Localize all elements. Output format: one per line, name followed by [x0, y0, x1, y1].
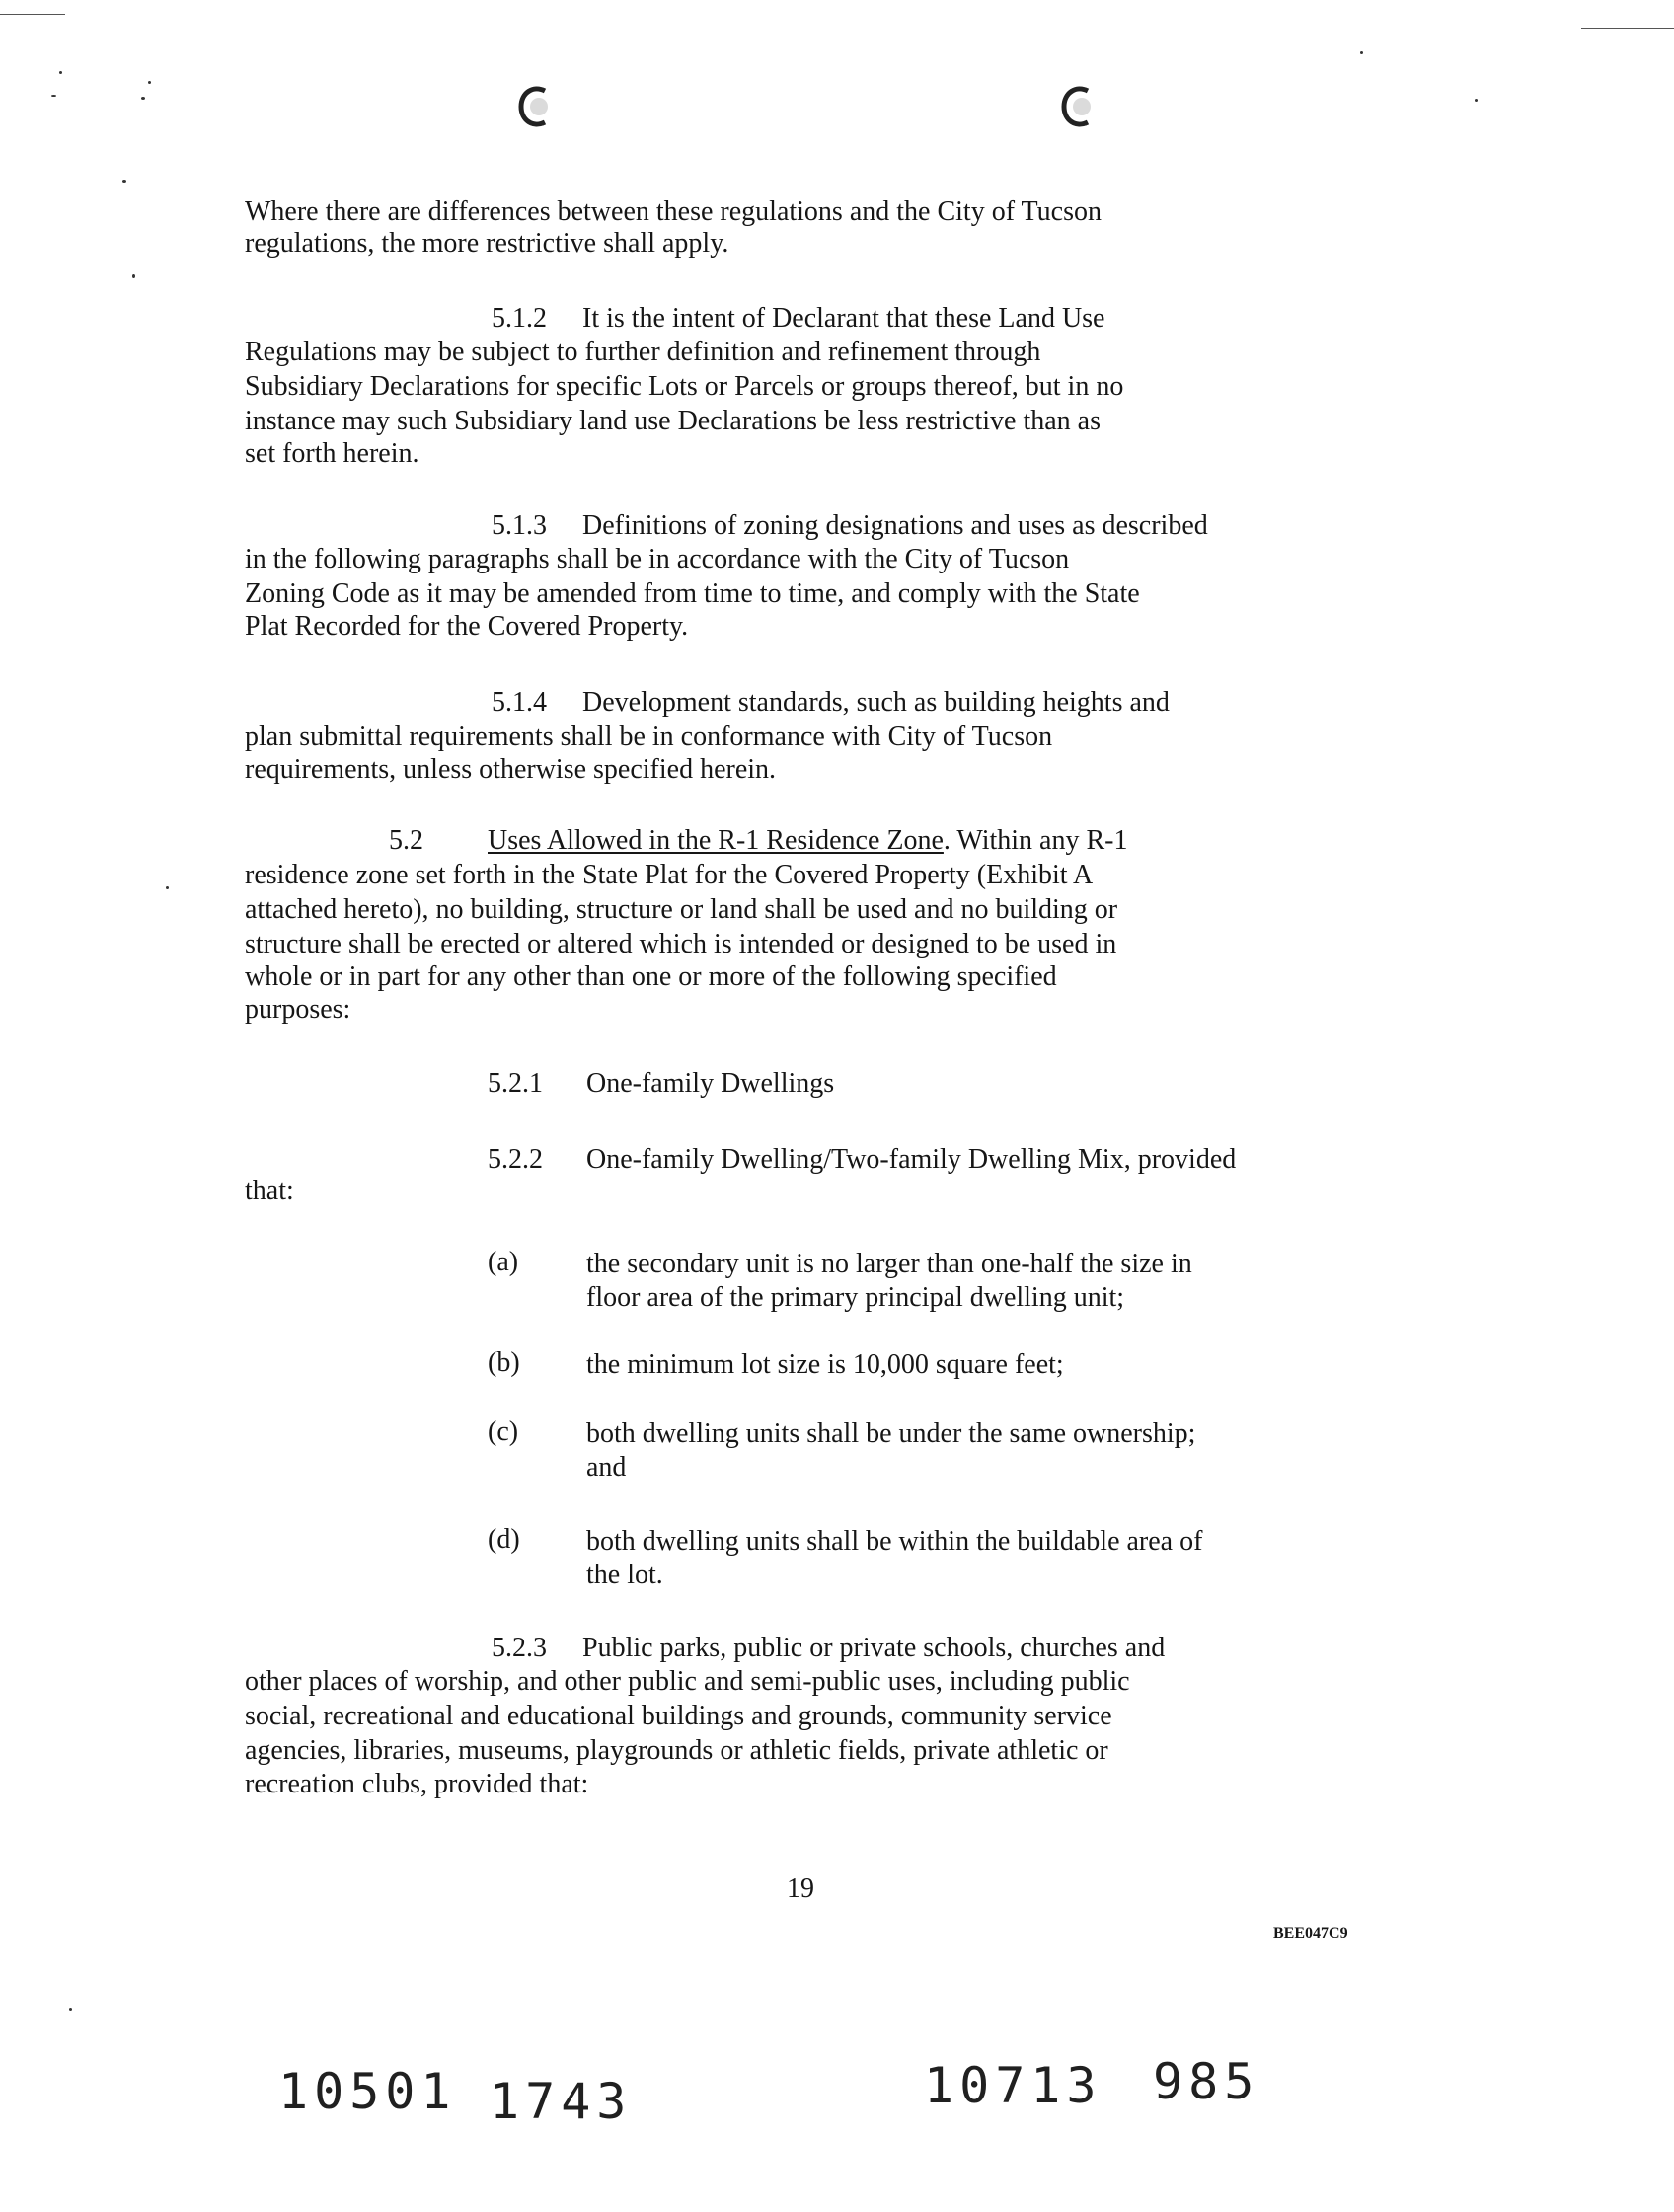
section-number: 5.2.1	[488, 1068, 543, 1099]
section-5-1-3-line: Plat Recorded for the Covered Property.	[245, 611, 689, 642]
section-5-1-2-line: set forth herein.	[245, 438, 419, 469]
scan-speck	[59, 71, 62, 74]
section-5-1-4-head	[492, 686, 1170, 720]
section-text: It is the intent of Declarant that these Land Use	[582, 303, 1105, 334]
section-number: 5.2.2	[488, 1144, 543, 1175]
section-number: 5.1.4	[492, 687, 547, 718]
punch-hole	[1058, 83, 1100, 130]
list-item-text: the minimum lot size is 10,000 square feet;	[586, 1349, 1064, 1380]
section-text: Public parks, public or private schools, churches and	[582, 1633, 1166, 1663]
section-text: Development standards, such as building heights and	[582, 687, 1170, 718]
list-item-text: both dwelling units shall be within the buildable area of	[586, 1526, 1203, 1557]
punch-hole	[515, 83, 557, 130]
intro-line-2: regulations, the more restrictive shall apply.	[245, 228, 729, 259]
section-text: One-family Dwellings	[586, 1068, 835, 1099]
list-item-letter: (d)	[488, 1524, 520, 1555]
list-item-letter: (c)	[488, 1416, 519, 1447]
section-5-2-2-head	[488, 1143, 1236, 1177]
list-item-letter: (a)	[488, 1247, 519, 1277]
section-5-2-3-head	[492, 1632, 1165, 1665]
section-5-1-4-line: plan submittal requirements shall be in conformance with City of Tucson	[245, 722, 1053, 752]
document-code: BEE047C9	[1273, 1925, 1348, 1942]
page-number: 19	[787, 1873, 814, 1904]
scan-edge-mark	[0, 14, 65, 15]
section-5-2-line: whole or in part for any other than one or more of the following specified	[245, 961, 1057, 992]
list-item-text: the lot.	[586, 1560, 663, 1590]
scan-speck	[1475, 99, 1478, 102]
scan-speck	[132, 274, 135, 278]
recording-stamp-page: 985	[1153, 2053, 1260, 2110]
scan-speck	[148, 81, 151, 84]
section-5-2-head	[389, 824, 1127, 858]
section-5-1-2-line: Subsidiary Declarations for specific Lots or Parcels or groups thereof, but in no	[245, 371, 1124, 402]
section-5-2-2-tail: that:	[245, 1176, 294, 1206]
section-5-2-3-line: recreation clubs, provided that:	[245, 1769, 589, 1799]
scan-speck	[166, 886, 169, 889]
list-item-letter: (b)	[488, 1347, 520, 1378]
scan-speck	[141, 97, 145, 100]
recording-stamp-docket: 10713	[924, 2057, 1103, 2114]
section-5-1-2-line: Regulations may be subject to further definition and refinement through	[245, 337, 1041, 367]
section-number: 5.1.3	[492, 510, 547, 541]
section-5-1-2-line: instance may such Subsidiary land use Declarations be less restrictive than as	[245, 406, 1101, 436]
section-5-2-3-line: social, recreational and educational buildings and grounds, community service	[245, 1701, 1112, 1731]
section-5-1-4-line: requirements, unless otherwise specified herein.	[245, 754, 777, 785]
section-5-1-2-head	[492, 302, 1104, 336]
section-5-1-3-head	[492, 509, 1208, 543]
section-5-2-1	[488, 1067, 834, 1101]
scan-speck	[69, 2008, 72, 2011]
section-5-2-3-line: other places of worship, and other public and semi-public uses, including public	[245, 1666, 1130, 1697]
scan-edge-mark	[1581, 28, 1674, 29]
list-item-text: floor area of the primary principal dwelling unit;	[586, 1282, 1125, 1313]
section-heading-tail: . Within any R-1	[943, 825, 1128, 856]
section-5-2-line: residence zone set forth in the State Plat for the Covered Property (Exhibit A	[245, 860, 1094, 890]
recording-stamp-docket: 10501	[278, 2063, 457, 2120]
section-number: 5.2.3	[492, 1633, 547, 1663]
list-item-text: both dwelling units shall be under the same ownership;	[586, 1418, 1196, 1449]
section-heading: Uses Allowed in the R-1 Residence Zone	[488, 825, 944, 856]
section-5-1-3-line: in the following paragraphs shall be in accordance with the City of Tucson	[245, 544, 1070, 574]
section-number: 5.1.2	[492, 303, 547, 334]
scan-speck	[51, 95, 56, 97]
scan-speck	[122, 180, 126, 183]
section-text: One-family Dwelling/Two-family Dwelling Mix, provided	[586, 1144, 1237, 1175]
intro-line-1: Where there are differences between these regulations and the City of Tucson	[245, 196, 1102, 227]
section-text: Definitions of zoning designations and uses as described	[582, 510, 1208, 541]
section-5-2-3-line: agencies, libraries, museums, playgrounds or athletic fields, private athletic or	[245, 1735, 1108, 1766]
section-5-2-line: structure shall be erected or altered which is intended or designed to be used in	[245, 929, 1117, 959]
section-5-1-3-line: Zoning Code as it may be amended from time to time, and comply with the State	[245, 578, 1140, 609]
section-5-2-line: purposes:	[245, 994, 351, 1025]
list-item-text: and	[586, 1452, 627, 1483]
scan-speck	[1360, 51, 1363, 54]
section-number: 5.2	[389, 825, 423, 856]
list-item-text: the secondary unit is no larger than one-half the size in	[586, 1249, 1192, 1279]
recording-stamp-page: 1743	[490, 2073, 633, 2130]
section-5-2-line: attached hereto), no building, structure or land shall be used and no building or	[245, 894, 1118, 925]
